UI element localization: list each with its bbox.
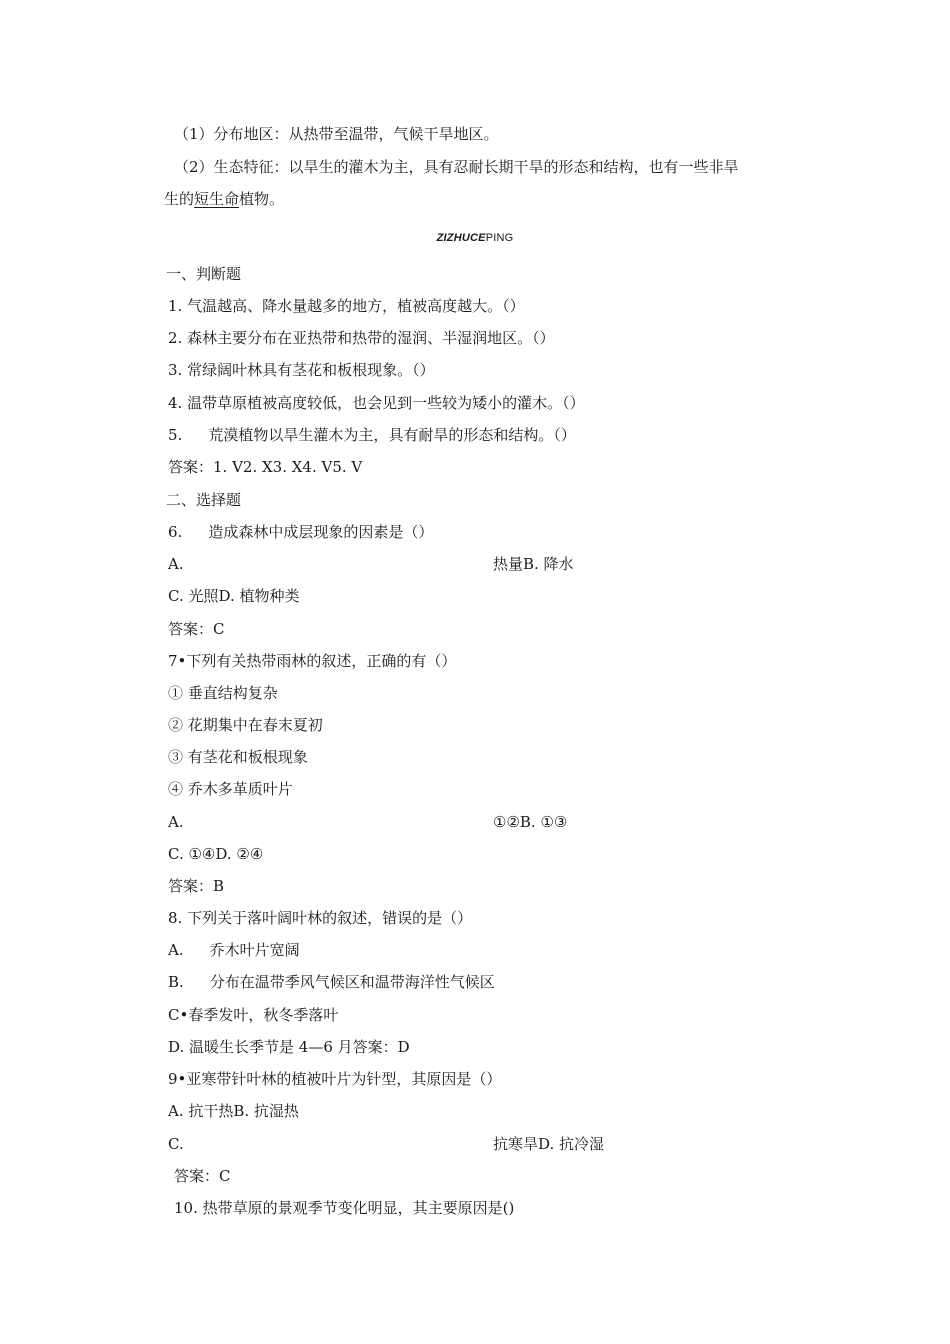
section-heading-judgement: 一、判断题 (166, 265, 242, 283)
option-text: 乔木叶片宽阔 (209, 941, 300, 959)
question-7-item-1: ① 垂直结构复杂 (168, 684, 278, 702)
answer-question-6: 答案：C (168, 620, 225, 638)
question-number: 6. (168, 523, 183, 541)
intro-paragraph-2-line-1: （2）生态特征：以旱生的灌木为主，具有忍耐长期干旱的形态和结构，也有一些非旱 (174, 158, 739, 176)
question-9-options-ab: A. 抗干热B. 抗湿热 (168, 1102, 299, 1120)
question-5 (168, 425, 576, 445)
section-banner (0, 231, 950, 245)
question-7-item-4: ④ 乔木多革质叶片 (168, 780, 293, 798)
section-heading-choice: 二、选择题 (166, 491, 242, 509)
answer-question-7: 答案：B (168, 877, 225, 895)
question-7-item-3: ③ 有茎花和板根现象 (168, 748, 308, 766)
question-8-option-c: C•春季发叶，秋冬季落叶 (168, 1006, 339, 1024)
intro-text: 生的 (164, 190, 195, 208)
intro-paragraph-1: （1）分布地区：从热带至温带，气候干旱地区。 (174, 125, 499, 143)
question-8: 8. 下列关于落叶阔叶林的叙述，错误的是（） (168, 909, 473, 927)
question-text: 造成森林中成层现象的因素是（） (208, 523, 434, 541)
question-6-option-a: A. (168, 555, 184, 573)
banner-plain: PING (485, 232, 514, 244)
question-1: 1. 气温越高、降水量越多的地方，植被高度越大。（） (168, 297, 525, 315)
question-8-option-b (168, 972, 495, 992)
intro-paragraph-2-line-2 (164, 189, 284, 209)
question-10: 10. 热带草原的景观季节变化明显，其主要原因是() (174, 1199, 515, 1217)
answer-judgement: 答案：1. V2. X3. X4. V5. V (168, 458, 363, 476)
banner-bold: ZIZHUCE (436, 232, 486, 244)
question-7-options-cd: C. ①④D. ②④ (168, 845, 264, 863)
question-6-options-ab: 热量B. 降水 (493, 555, 574, 573)
question-2: 2. 森林主要分布在亚热带和热带的湿润、半湿润地区。（） (168, 329, 555, 347)
question-8-option-a (168, 940, 300, 960)
intro-text: 植物。 (239, 190, 285, 208)
answer-question-9: 答案：C (174, 1167, 231, 1185)
question-7-options-ab: ①②B. ①③ (493, 813, 568, 831)
option-text: 分布在温带季风气候区和温带海洋性气候区 (209, 973, 495, 991)
question-8-option-d-answer: D. 温暖生长季节是 4—6 月答案：D (168, 1038, 410, 1056)
option-label: B. (168, 973, 184, 991)
question-6 (168, 522, 433, 542)
question-9: 9•亚寒带针叶林的植被叶片为针型，其原因是（） (168, 1070, 502, 1088)
question-7-option-a: A. (168, 813, 184, 831)
question-6-options-cd: C. 光照D. 植物种类 (168, 587, 300, 605)
question-7: 7•下列有关热带雨林的叙述，正确的有（） (168, 652, 457, 670)
question-9-option-c: C. (168, 1135, 184, 1153)
question-4: 4. 温带草原植被高度较低，也会见到一些较为矮小的灌木。（） (168, 394, 585, 412)
option-label: A. (168, 941, 184, 959)
question-9-options-cd: 抗寒旱D. 抗冷湿 (493, 1135, 605, 1153)
question-number: 5. (168, 426, 183, 444)
question-7-item-2: ② 花期集中在春末夏初 (168, 716, 323, 734)
underlined-term: 短生命 (194, 190, 240, 208)
question-text: 荒漠植物以旱生灌木为主，具有耐旱的形态和结构。（） (208, 426, 576, 444)
question-3: 3. 常绿阔叶林具有茎花和板根现象。（） (168, 361, 435, 379)
